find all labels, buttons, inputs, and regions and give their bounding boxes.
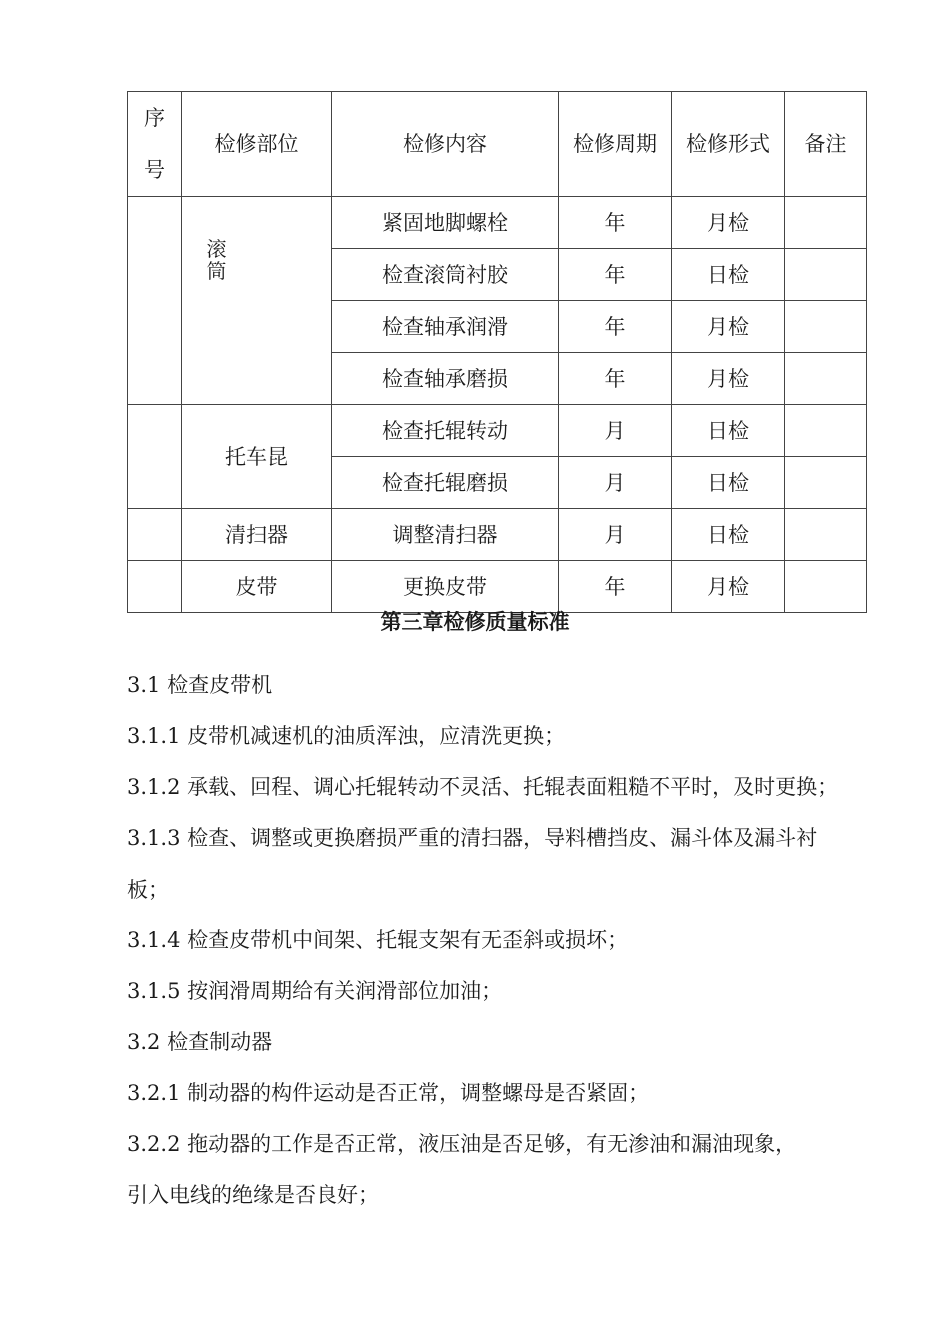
header-period: 检修周期 [559, 92, 672, 197]
remark-cell [785, 405, 867, 457]
paragraph: 3.2.2 拖动器的工作是否正常，液压油是否足够，有无渗油和漏油现象， [127, 1132, 797, 1156]
header-content: 检修内容 [332, 92, 559, 197]
period-cell: 年 [559, 561, 672, 613]
period-cell: 年 [559, 353, 672, 405]
period-cell: 年 [559, 301, 672, 353]
content-cell: 调整清扫器 [332, 509, 559, 561]
table-row [128, 561, 867, 613]
content-cell: 检查托辊磨损 [332, 457, 559, 509]
form-cell: 月检 [672, 353, 785, 405]
part-cell: 托车昆 [182, 405, 332, 509]
maintenance-schedule-table [127, 91, 867, 613]
part-cell [182, 197, 332, 405]
seq-cell [128, 197, 182, 405]
paragraph: 3.1.2 承载、回程、调心托辊转动不灵活、托辊表面粗糙不平时，及时更换； [127, 775, 839, 799]
paragraph: 3.1.4 检查皮带机中间架、托辊支架有无歪斜或损坏； [127, 928, 629, 952]
table-row [128, 509, 867, 561]
period-cell: 年 [559, 249, 672, 301]
period-cell: 月 [559, 457, 672, 509]
section-heading: 3.2 检查制动器 [127, 1030, 273, 1054]
section-heading: 3.1 检查皮带机 [127, 673, 273, 697]
seq-cell [128, 509, 182, 561]
remark-cell [785, 509, 867, 561]
table-header-row [128, 92, 867, 197]
remark-cell [785, 457, 867, 509]
seq-cell [128, 561, 182, 613]
header-part: 检修部位 [182, 92, 332, 197]
form-cell: 日检 [672, 405, 785, 457]
paragraph: 3.2.1 制动器的构件运动是否正常，调整螺母是否紧固； [127, 1081, 650, 1105]
header-remark: 备注 [785, 92, 867, 197]
chapter-title: 第三章检修质量标准 [380, 610, 570, 634]
content-cell: 检查轴承磨损 [332, 353, 559, 405]
remark-cell [785, 561, 867, 613]
content-cell: 更换皮带 [332, 561, 559, 613]
paragraph: 3.1.5 按润滑周期给有关润滑部位加油； [127, 979, 503, 1003]
part-label-roller: 滚筒 [206, 236, 227, 283]
content-cell: 检查滚筒衬胶 [332, 249, 559, 301]
paragraph: 引入电线的绝缘是否良好； [127, 1183, 379, 1207]
remark-cell [785, 301, 867, 353]
header-form: 检修形式 [672, 92, 785, 197]
paragraph: 3.1.3 检查、调整或更换磨损严重的清扫器，导料槽挡皮、漏斗体及漏斗衬板； [127, 826, 818, 902]
part-cell: 皮带 [182, 561, 332, 613]
paragraph: 3.1.1 皮带机减速机的油质浑浊，应清洗更换； [127, 724, 566, 748]
form-cell: 月检 [672, 301, 785, 353]
content-cell: 检查轴承润滑 [332, 301, 559, 353]
content-cell: 紧固地脚螺栓 [332, 197, 559, 249]
table-row [128, 405, 867, 457]
form-cell: 日检 [672, 457, 785, 509]
remark-cell [785, 353, 867, 405]
table-row [128, 197, 867, 249]
period-cell: 年 [559, 197, 672, 249]
period-cell: 月 [559, 509, 672, 561]
form-cell: 日检 [672, 249, 785, 301]
form-cell: 日检 [672, 509, 785, 561]
part-cell: 清扫器 [182, 509, 332, 561]
period-cell: 月 [559, 405, 672, 457]
form-cell: 月检 [672, 561, 785, 613]
content-cell: 检查托辊转动 [332, 405, 559, 457]
header-seq: 序号 [128, 92, 182, 197]
remark-cell [785, 249, 867, 301]
seq-cell [128, 405, 182, 509]
remark-cell [785, 197, 867, 249]
form-cell: 月检 [672, 197, 785, 249]
